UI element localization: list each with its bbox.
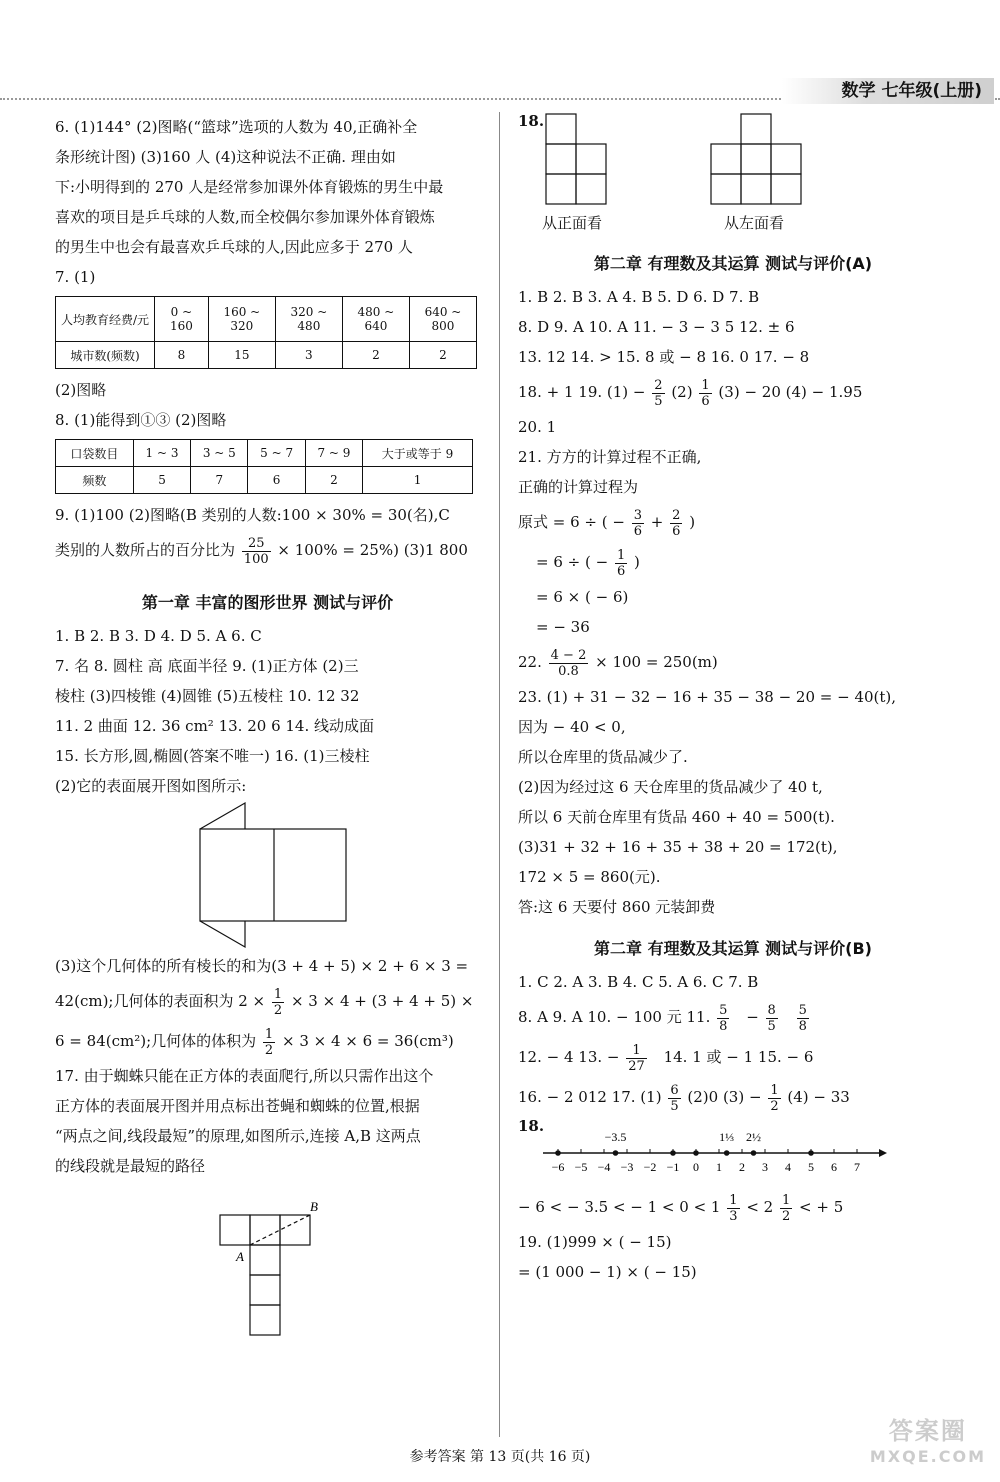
q18-label: 18. <box>518 112 545 130</box>
tick-label: −6 <box>551 1160 565 1174</box>
front-view-caption: 从正面看 <box>542 214 603 232</box>
three-views-diagram <box>518 112 948 212</box>
table-cell: 2 <box>342 342 409 369</box>
left-view-caption: 从左面看 <box>724 214 785 232</box>
right-column <box>518 112 948 1287</box>
text-segment: 16. − 2 012 17. (1) <box>518 1088 662 1106</box>
number-line-point <box>555 1150 561 1156</box>
page-footer: 参考答案 第 13 页(共 16 页) <box>409 1449 591 1465</box>
q6-line: 喜欢的项目是乒乓球的人数,而全校偶尔参加课外体育锻炼 <box>55 208 435 226</box>
denominator: 5 <box>670 1098 679 1114</box>
tick-label: 0 <box>693 1160 699 1174</box>
fraction <box>780 1193 792 1224</box>
ch2b-line <box>518 1037 948 1077</box>
text-segment: 类别的人数所占的百分比为 <box>55 541 236 559</box>
denominator: 2 <box>781 1208 791 1224</box>
text-segment: × 100 = 250(m) <box>595 653 718 671</box>
table-cell: 2 <box>305 467 362 494</box>
q6-line: 6. (1)144° (2)图略(“篮球”选项的人数为 40,正确补全 <box>55 118 418 136</box>
fraction <box>670 508 682 539</box>
ch1-line: (2)它的表面展开图如图所示: <box>55 777 247 795</box>
q16-3-line: (3)这个几何体的所有棱长的和为(3 + 4 + 5) × 2 + 6 × 3 = <box>55 957 469 975</box>
watermark-text: 答案圈 <box>888 1417 967 1445</box>
table-cell: 5 ~ 7 <box>248 440 305 467</box>
ch1-line: 1. B 2. B 3. D 4. D 5. A 6. C <box>55 627 262 645</box>
number-line-point <box>751 1150 757 1156</box>
q18-19-line <box>518 372 948 412</box>
q19-line: 19. (1)999 × ( − 15) <box>518 1233 672 1251</box>
denominator: 8 <box>719 1018 728 1034</box>
fraction <box>615 548 627 579</box>
tick-label: 3 <box>762 1160 768 1174</box>
text-segment: (3) − 20 (4) − 1.95 <box>718 383 863 401</box>
q23-line: (3)31 + 32 + 16 + 35 + 38 + 20 = 172(t), <box>518 838 838 856</box>
denominator: 0.8 <box>558 663 579 679</box>
denominator: 5 <box>654 393 663 409</box>
numerator: 1 <box>729 1192 738 1208</box>
fraction <box>263 1027 275 1058</box>
q17-line: “两点之间,线段最短”的原理,如图所示,连接 A,B 这两点 <box>55 1127 421 1145</box>
denominator: 6 <box>633 523 643 539</box>
numerator: 1 <box>781 1192 791 1208</box>
table-cell: 6 <box>248 467 305 494</box>
tick-label: 1 <box>716 1160 722 1174</box>
numerator: 1 <box>264 1026 274 1042</box>
q7-part2: (2)图略 <box>55 381 107 399</box>
table-row <box>56 440 473 467</box>
close-paren: ) <box>634 553 640 571</box>
q19-line: = (1 000 − 1) × ( − 15) <box>518 1263 697 1281</box>
tick-label: 7 <box>854 1160 860 1174</box>
ch1-line: 棱柱 (3)四棱锥 (4)圆锥 (5)五棱柱 10. 12 32 <box>55 687 360 705</box>
table-cell: 1 ~ 3 <box>133 440 190 467</box>
fraction <box>699 378 711 409</box>
numerator: 2 <box>654 377 663 393</box>
cube-net-diagram <box>55 1187 480 1337</box>
chapter1-title: 第一章 丰富的图形世界 测试与评价 <box>141 593 394 612</box>
ch2a-line: 13. 12 14. > 15. 8 或 − 8 16. 0 17. − 8 <box>518 348 810 366</box>
text-segment: − 6 < − 3.5 < − 1 < 0 < 1 <box>518 1198 721 1216</box>
text-segment: (4) − 33 <box>787 1088 850 1106</box>
q6-line: 下:小明得到的 270 人是经常参加课外体育锻炼的男生中最 <box>55 178 444 196</box>
tick-label: −1 <box>666 1160 680 1174</box>
q22-line <box>518 642 948 682</box>
text-segment: − <box>746 1008 759 1026</box>
tick-label: −5 <box>574 1160 588 1174</box>
q9-line2 <box>55 530 480 570</box>
q23-line: 答:这 6 天要付 860 元装卸费 <box>518 898 716 916</box>
table-row <box>56 342 477 369</box>
fraction <box>632 508 644 539</box>
inequality-line <box>518 1187 948 1227</box>
table-cell: 320 ~ 480 <box>275 297 342 342</box>
numerator: 25 <box>242 536 271 552</box>
numerator: 6 <box>670 1082 679 1098</box>
text-segment: 22. <box>518 653 542 671</box>
q6-line: 条形统计图) (3)160 人 (4)这种说法不正确. 理由如 <box>55 148 396 166</box>
denominator: 5 <box>767 1018 776 1034</box>
number-line <box>518 1117 948 1187</box>
number-line-point <box>613 1150 619 1156</box>
q18b-label: 18. <box>518 1117 545 1135</box>
axis-arrow-icon <box>879 1149 887 1157</box>
q21-line: 21. 方方的计算过程不正确, <box>518 448 702 466</box>
numerator: 1 <box>626 1043 647 1059</box>
fraction <box>272 987 284 1018</box>
q23-line: (2)因为经过这 6 天仓库里的货品减少了 40 t, <box>518 778 823 796</box>
q23-line: 172 × 5 = 860(元). <box>518 868 661 886</box>
ch1-line: 11. 2 曲面 12. 36 cm² 13. 20 6 14. 线动成面 <box>55 717 374 735</box>
q23-line: 所以仓库里的货品减少了. <box>518 748 688 766</box>
numerator: 1 <box>701 377 710 393</box>
fraction <box>668 1083 680 1114</box>
ch2b-line <box>518 997 948 1037</box>
table-cell: 城市数(频数) <box>56 342 155 369</box>
ch2a-line: 8. D 9. A 10. A 11. − 3 − 3 5 12. ± 6 <box>518 318 795 336</box>
watermark-logo <box>870 1418 986 1470</box>
numerator: 4 − 2 <box>550 647 587 663</box>
ch2b-line: 1. C 2. A 3. B 4. C 5. A 6. C 7. B <box>518 973 759 991</box>
number-line-block <box>518 1117 948 1187</box>
point-a-label: A <box>236 1249 244 1264</box>
numerator: 1 <box>770 1082 779 1098</box>
q23-line: 因为 − 40 < 0, <box>518 718 626 736</box>
table-cell: 3 ~ 5 <box>191 440 248 467</box>
q16-3-line <box>55 981 480 1021</box>
denominator: 3 <box>729 1208 738 1224</box>
denominator: 2 <box>273 1002 283 1018</box>
q6-block <box>55 112 480 262</box>
q20-line: 20. 1 <box>518 418 557 436</box>
table-cell: 口袋数目 <box>56 440 134 467</box>
point-label: 2½ <box>746 1130 761 1144</box>
fraction <box>652 378 664 409</box>
frequency-table-7 <box>55 296 477 369</box>
q7-label: 7. (1) <box>55 268 96 286</box>
close-paren: ) <box>689 513 696 531</box>
q23-line: 23. (1) + 31 − 32 − 16 + 35 − 38 − 20 = − 40(t), <box>518 688 897 706</box>
table-cell: 1 <box>363 467 473 494</box>
text-segment: 18. + 1 19. (1) − <box>518 383 646 401</box>
table-row <box>56 297 477 342</box>
header-title: 数学 七年级(上册) <box>782 78 994 104</box>
q16-3-line <box>55 1021 480 1061</box>
table-cell: 大于或等于 9 <box>363 440 473 467</box>
denominator: 27 <box>628 1058 645 1074</box>
q21-step <box>518 542 948 582</box>
fraction <box>766 1003 778 1034</box>
q6-line: 的男生中也会有最喜欢乒乓球的人,因此应多于 270 人 <box>55 238 413 256</box>
text-segment: × 100% = 25%) (3)1 800 <box>277 541 468 559</box>
q21-step <box>518 502 948 542</box>
number-line-point <box>670 1150 676 1156</box>
text-segment: 42(cm);几何体的表面积为 2 × <box>55 992 266 1010</box>
denominator: 6 <box>701 393 710 409</box>
tick-label: −3 <box>620 1160 634 1174</box>
tick-label: −2 <box>643 1160 657 1174</box>
q17-line: 的线段就是最短的路径 <box>55 1157 206 1175</box>
fraction <box>727 1193 739 1224</box>
frequency-table-8 <box>55 439 473 494</box>
fraction <box>797 1003 809 1034</box>
fraction <box>626 1043 647 1074</box>
table-cell: 480 ~ 640 <box>342 297 409 342</box>
numerator: 3 <box>633 507 643 523</box>
column-divider <box>499 112 500 1437</box>
ch1-line: 15. 长方形,圆,椭圆(答案不唯一) 16. (1)三棱柱 <box>55 747 370 765</box>
number-line-point <box>693 1150 699 1156</box>
numerator: 1 <box>273 986 283 1002</box>
text-segment: 12. − 4 13. − <box>518 1048 620 1066</box>
text-segment: 原式 = 6 ÷ ( − <box>518 513 625 531</box>
table-cell: 0 ~ 160 <box>155 297 209 342</box>
q21-step: = − 36 <box>536 618 590 636</box>
text-segment: 8. A 9. A 10. − 100 元 11. <box>518 1008 711 1026</box>
denominator: 6 <box>672 523 681 539</box>
denominator: 2 <box>770 1098 779 1114</box>
fraction <box>549 648 589 679</box>
text-segment: × 3 × 4 × 6 = 36(cm³) <box>281 1032 454 1050</box>
text-segment: < + 5 <box>799 1198 844 1216</box>
table-cell: 8 <box>155 342 209 369</box>
fraction <box>717 1003 729 1034</box>
chapter2a-title: 第二章 有理数及其运算 测试与评价(A) <box>593 254 873 273</box>
number-line-point <box>808 1150 814 1156</box>
q23-line: 所以 6 天前仓库里有货品 460 + 40 = 500(t). <box>518 808 835 826</box>
table-cell: 2 <box>409 342 476 369</box>
table-cell: 7 <box>191 467 248 494</box>
fraction <box>242 536 271 567</box>
prism-net-diagram <box>55 801 480 951</box>
q9-line: 9. (1)100 (2)图略(B 类别的人数:100 × 30% = 30(名),C <box>55 506 450 524</box>
numerator: 5 <box>798 1002 807 1018</box>
numerator: 8 <box>767 1002 776 1018</box>
views-block <box>518 112 948 237</box>
numerator: 2 <box>672 507 681 523</box>
text-segment: = 6 ÷ ( − <box>536 553 609 571</box>
text-segment: 6 = 84(cm²);几何体的体积为 <box>55 1032 257 1050</box>
denominator: 8 <box>798 1018 807 1034</box>
tick-label: 2 <box>739 1160 745 1174</box>
chapter2b-title: 第二章 有理数及其运算 测试与评价(B) <box>594 939 872 958</box>
tick-label: 4 <box>785 1160 791 1174</box>
tick-label: −4 <box>597 1160 611 1174</box>
q17-line: 正方体的表面展开图并用点标出苍蝇和蜘蛛的位置,根据 <box>55 1097 420 1115</box>
table-cell: 15 <box>208 342 275 369</box>
fraction <box>768 1083 780 1114</box>
number-line-point <box>724 1150 730 1156</box>
point-label: 1⅓ <box>719 1130 735 1144</box>
table-cell: 频数 <box>56 467 134 494</box>
table-cell: 5 <box>133 467 190 494</box>
q8-label: 8. (1)能得到①③ (2)图略 <box>55 411 227 429</box>
numerator: 1 <box>616 547 626 563</box>
table-cell: 160 ~ 320 <box>208 297 275 342</box>
denominator: 6 <box>616 563 626 579</box>
table-cell: 640 ~ 800 <box>409 297 476 342</box>
point-b-label: B <box>310 1199 318 1214</box>
numerator: 5 <box>719 1002 728 1018</box>
denominator: 100 <box>243 551 269 567</box>
q21-line: 正确的计算过程为 <box>518 478 639 496</box>
text-segment: 14. 1 或 − 1 15. − 6 <box>663 1048 814 1066</box>
table-cell: 3 <box>275 342 342 369</box>
table-cell: 7 ~ 9 <box>305 440 362 467</box>
text-segment: + <box>650 513 664 531</box>
point-label: −3.5 <box>604 1130 627 1144</box>
ch2a-line: 1. B 2. B 3. A 4. B 5. D 6. D 7. B <box>518 288 760 306</box>
q17-line: 17. 由于蜘蛛只能在正方体的表面爬行,所以只需作出这个 <box>55 1067 434 1085</box>
ch1-line: 7. 名 8. 圆柱 高 底面半径 9. (1)正方体 (2)三 <box>55 657 359 675</box>
text-segment: × 3 × 4 + (3 + 4 + 5) × <box>290 992 474 1010</box>
tick-label: 6 <box>831 1160 837 1174</box>
tick-label: 5 <box>808 1160 814 1174</box>
text-segment: (2) <box>671 383 693 401</box>
table-row <box>56 467 473 494</box>
table-cell: 人均教育经费/元 <box>56 297 155 342</box>
left-column <box>55 112 480 1337</box>
text-segment: < 2 <box>746 1198 774 1216</box>
ch2b-line <box>518 1077 948 1117</box>
text-segment: (2)0 (3) − <box>687 1088 762 1106</box>
q21-step: = 6 × ( − 6) <box>536 588 629 606</box>
watermark-url: MXQE.COM <box>869 1447 986 1466</box>
denominator: 2 <box>264 1042 274 1058</box>
